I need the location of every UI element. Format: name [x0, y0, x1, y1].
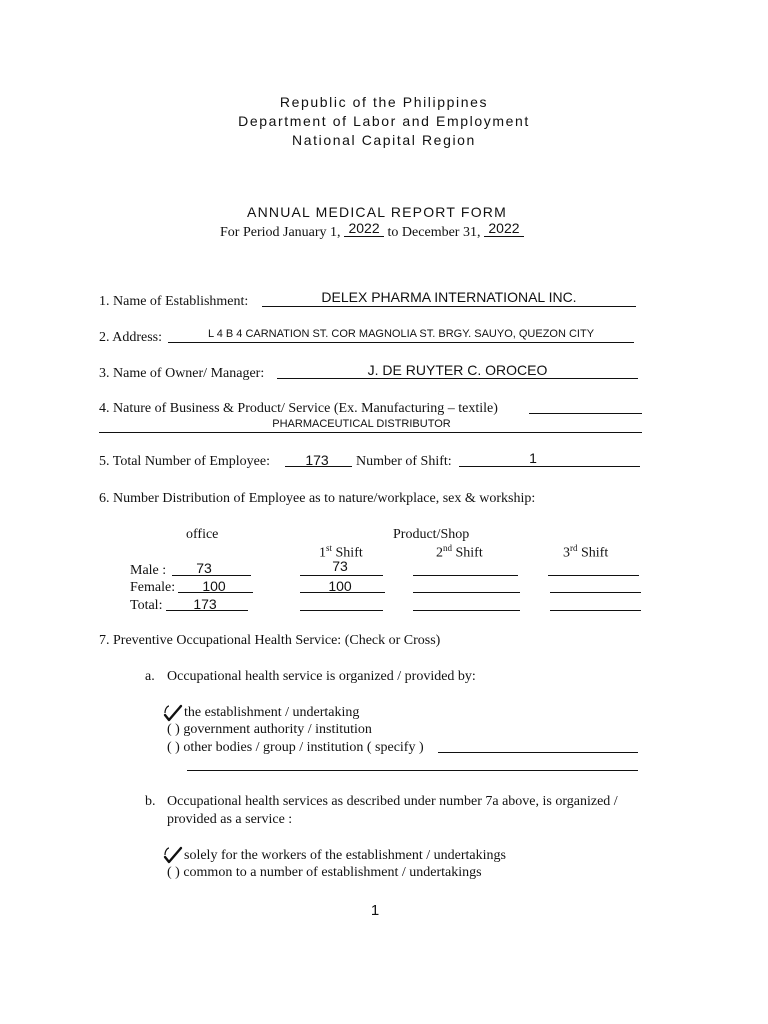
header-republic: Republic of the Philippines: [279, 94, 489, 110]
option-common[interactable]: ( ) common to a number of establishment / undertakings: [167, 865, 482, 880]
q3-label: 3. Name of Owner/ Manager:: [99, 366, 265, 381]
address-field[interactable]: L 4 B 4 CARNATION ST. COR MAGNOLIA ST. BRGY. SAUYO, QUEZON CITY: [207, 328, 595, 340]
female-office-field[interactable]: 100: [202, 578, 226, 594]
row-female-shift3-line: [550, 592, 641, 593]
section7b-marker: b.: [145, 794, 156, 809]
total-employees-field[interactable]: 173: [305, 452, 329, 468]
section7a-marker: a.: [145, 669, 155, 684]
option-solely: solely for the workers of the establishment / undertakings: [184, 848, 506, 863]
q3-underline: [277, 378, 638, 379]
specify-underline-2[interactable]: [187, 770, 638, 771]
section7b-question-line1: Occupational health services as described under number 7a above, is organized /: [167, 794, 618, 809]
owner-manager-field[interactable]: J. DE RUYTER C. OROCEO: [367, 362, 548, 378]
q4-label: 4. Nature of Business & Product/ Service (Ex. Manufacturing – textile): [99, 401, 498, 416]
section7-heading: 7. Preventive Occupational Health Service: (Check or Cross): [99, 633, 441, 648]
q4-underline-1: [529, 413, 642, 414]
option-establishment: the establishment / undertaking: [184, 705, 360, 720]
period-line: [220, 220, 524, 241]
section7a-question: Occupational health service is organized / provided by:: [167, 669, 476, 684]
row-total-shift1-line: [300, 610, 383, 611]
shift2-header: 2nd Shift: [436, 543, 483, 561]
shift1-header: 1st Shift: [319, 543, 363, 561]
period-year-start[interactable]: 2022: [344, 220, 384, 237]
row-male-shift2-line: [413, 575, 518, 576]
row-total-label: Total:: [130, 598, 163, 613]
q2-underline: [168, 342, 634, 343]
total-office-field[interactable]: 173: [193, 596, 217, 612]
q6-label: 6. Number Distribution of Employee as to nature/workplace, sex & workship:: [99, 491, 536, 506]
section7b-question-line2: provided as a service :: [167, 812, 293, 827]
shift-count-label: Number of Shift:: [356, 454, 452, 469]
office-header: office: [186, 527, 219, 542]
row-male-label: Male :: [130, 563, 167, 578]
establishment-name-field[interactable]: DELEX PHARMA INTERNATIONAL INC.: [321, 289, 577, 305]
shift-count-field[interactable]: 1: [529, 450, 537, 466]
product-shop-header: Product/Shop: [393, 527, 470, 542]
row-male-shift1-line: [300, 575, 383, 576]
q1-label: 1. Name of Establishment:: [99, 294, 249, 309]
q5-label: 5. Total Number of Employee:: [99, 454, 271, 469]
shift-count-underline: [459, 466, 640, 467]
q1-underline: [262, 306, 636, 307]
row-male-shift3-line: [548, 575, 639, 576]
male-shift1-field[interactable]: 73: [332, 558, 348, 574]
period-prefix: For Period January 1,: [220, 225, 341, 240]
option-government[interactable]: ( ) government authority / institution: [167, 722, 372, 737]
period-year-end[interactable]: 2022: [484, 220, 524, 237]
female-shift1-field[interactable]: 100: [328, 578, 352, 594]
option-other-bodies[interactable]: ( ) other bodies / group / institution ( specify ): [167, 740, 424, 755]
header-department: Department of Labor and Employment: [238, 113, 530, 129]
period-mid: to December 31,: [387, 225, 481, 240]
specify-underline-1: [438, 752, 638, 753]
q4-underline-2: [99, 432, 642, 433]
row-female-shift2-line: [413, 592, 520, 593]
header-region: National Capital Region: [292, 132, 476, 148]
q2-label: 2. Address:: [99, 330, 162, 345]
checkmark-icon[interactable]: [163, 704, 185, 722]
nature-of-business-field[interactable]: PHARMACEUTICAL DISTRIBUTOR: [272, 418, 451, 430]
row-total-shift3-line: [550, 610, 641, 611]
form-title: ANNUAL MEDICAL REPORT FORM: [247, 204, 507, 220]
page-number: 1: [370, 902, 380, 919]
row-female-label: Female:: [130, 580, 176, 595]
shift3-header: 3rd Shift: [563, 543, 609, 561]
row-total-shift2-line: [413, 610, 520, 611]
male-office-field[interactable]: 73: [196, 560, 212, 576]
checkmark-icon[interactable]: [163, 846, 185, 864]
